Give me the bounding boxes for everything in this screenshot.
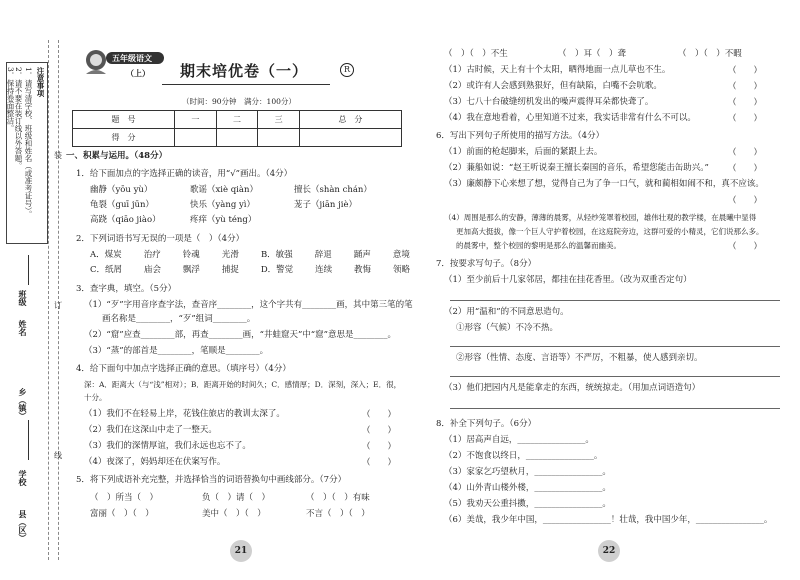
notes-item: 2．请不要在装订线以外答题。 (14, 67, 23, 170)
score-input-cell[interactable] (299, 129, 401, 147)
question-text: 1．给下面加点的字选择正确的读音，用“√”画出。（4分） (76, 169, 293, 179)
q1-option[interactable]: 歌谣（xiè qiàn） (190, 185, 258, 195)
q1-option[interactable]: 高跷（qiāo jiào） (90, 215, 161, 225)
q1-option[interactable]: 龟裂（guī jūn） (90, 200, 154, 210)
question-text: 5．将下列成语补充完整，并选择恰当的词语替换句中画线部分。（7分） (76, 475, 347, 485)
mascot-icon (76, 44, 166, 84)
answer-line[interactable] (450, 408, 780, 409)
binding-mark: 线 (54, 451, 62, 460)
option-word: B．敏强 (260, 250, 293, 260)
name-field-label: 姓名 (18, 320, 28, 336)
class-field-label: 班级 (18, 290, 28, 306)
q6-item: （4）周围是那么的安静，薄薄的晨雾，从轻纱笼罩着校园，雄伟壮观的教学楼，在晨曦中显得 (444, 213, 757, 222)
question-text: 7．按要求写句子。（8分） (436, 259, 537, 269)
option-word: 踊声 (353, 250, 371, 260)
idiom-blank[interactable]: （ ）（ ）不生 (444, 49, 508, 59)
answer-paren[interactable]: （ ） (362, 426, 397, 436)
option-word: 辞退 (314, 250, 332, 260)
q2-options-row[interactable] (90, 264, 410, 276)
table-row (73, 111, 402, 129)
q3-blank-line[interactable]: （2）“窟”应查________部，再查________画，“井蛙窟天”中“窟”意思是________。 (84, 330, 396, 340)
answer-paren[interactable]: （ ） (728, 196, 763, 206)
score-table (72, 110, 402, 147)
section-heading: 一、积累与运用。（48分） (66, 151, 168, 161)
q7-item: （3）他们把园内凡是能拿走的东西，统统掠走。（用加点词语造句） (444, 383, 701, 393)
idiom-blank[interactable]: （ ）（ ）有味 (306, 493, 370, 503)
q8-item[interactable]: （5）我劝天公重抖擞，________________。 (444, 499, 611, 509)
idiom-blank[interactable]: 美中（ ）（ ） (202, 509, 266, 519)
page-number: 21 (230, 540, 252, 562)
notes-item: 1．请写清学校、班级和姓名（或准考证号）。 (24, 67, 33, 219)
q3-blank-line[interactable]: 画名称是________，“歹”组词________。 (102, 314, 256, 324)
q7-item: （2）用“温和”的不同意思造句。 (444, 307, 569, 317)
replace-item: （4）我在意地看着，心里知道不过来，我实话非常有什么不可以。 (444, 113, 696, 123)
question-text: 4．给下面句中加点字选择正确的意思。（填序号）（4分） (76, 364, 291, 374)
idiom-blank[interactable]: 负（ ）请（ ） (202, 493, 271, 503)
definition-text: 深：A．距离大（与“浅”相对）；B．距离开始的时间久；C．感情厚；D．深刻，深入；E．很， (84, 380, 402, 389)
table-row (73, 129, 402, 147)
option-word: 意境 (392, 250, 410, 260)
notes-item: 3．保持卷面整洁。 (6, 67, 15, 132)
option-word: 飘浮 (182, 265, 200, 275)
answer-paren[interactable]: （ ） (728, 82, 763, 92)
idiom-blank[interactable]: 不言（ ）（ ） (306, 509, 370, 519)
q1-option[interactable]: 幽静（yōu yù） (90, 185, 153, 195)
question-text: 6．写出下列句子所使用的描写方法。（4分） (436, 131, 605, 141)
q1-option[interactable]: 茏子（jiān jiè） (294, 200, 357, 210)
idiom-blank[interactable]: （ ）所当（ ） (90, 493, 159, 503)
q2-options-row[interactable] (90, 249, 410, 261)
replace-item: （1）古时候，天上有十个太阳，晒得地面一点儿草也不生。 (444, 65, 671, 75)
q6-item: （2）蒹船如说：“赵王听说秦王擅长秦国的音乐，希望您能击缶助兴。” (444, 163, 709, 173)
answer-line[interactable] (450, 346, 780, 347)
title-underline (162, 84, 330, 85)
answer-paren[interactable]: （ ） (728, 66, 763, 76)
q6-item: 的晨雾中，整个校园的黎明是那么的温馨而幽美。 (456, 241, 621, 250)
table-cell: 三 (258, 111, 300, 129)
q8-item[interactable]: （1）居高声自远，________________。 (444, 435, 594, 445)
binding-line (48, 40, 49, 560)
answer-line[interactable] (450, 376, 780, 377)
score-input-cell[interactable] (175, 129, 217, 147)
school-field-label: 学校 (18, 470, 28, 486)
definition-text: 十分。 (84, 393, 107, 402)
answer-paren[interactable]: （ ） (362, 442, 397, 452)
q7-item: ②形容（性情、态度、言语等）不严厉，不粗暴，使人感到亲切。 (456, 353, 703, 363)
q4-item: （4）夜深了，妈妈却还在伏案写作。 (84, 457, 226, 467)
score-input-cell[interactable] (258, 129, 300, 147)
q6-item: （1）前面的枪起脚来，后面的紧跟上去。 (444, 147, 603, 157)
page-21 (62, 0, 422, 580)
q4-item: （3）我们的深情厚谊，我们永远也忘不了。 (84, 441, 251, 451)
score-input-cell[interactable] (216, 129, 258, 147)
replace-item: （3）七八十台破缝纫机发出的噪声震得耳朵都快聋了。 (444, 97, 654, 107)
field-underline (28, 420, 29, 460)
idiom-blank[interactable]: （ ）耳（ ）聋 (558, 49, 627, 59)
q8-item[interactable]: （6）美哉，我少年中国，________________！壮哉，我中国少年，________________。 (444, 515, 773, 525)
q4-item: （2）我们在这深山中走了一整天。 (84, 425, 217, 435)
registered-mark: R (340, 63, 354, 77)
answer-paren[interactable]: （ ） (728, 98, 763, 108)
answer-paren[interactable]: （ ） (728, 114, 763, 124)
option-word: A．煤炭 (90, 250, 122, 260)
answer-paren[interactable]: （ ） (362, 410, 397, 420)
idiom-blank[interactable]: 富丽（ ）（ ） (90, 509, 154, 519)
page-number: 22 (598, 540, 620, 562)
q6-item: 更加高大挺拔，像一个巨人守护着校园，在这庭院旁边，这群可爱的小精灵，它们说那么多。 (456, 227, 764, 236)
option-word: 连续 (315, 265, 333, 275)
binding-mark: 装 (54, 151, 62, 160)
township-field-label: 乡（镇） (18, 388, 28, 420)
replace-item: （2）或许有人会感到熟狠好，但有缺陷，白嘴不会吭歌。 (444, 81, 662, 91)
question-text: 8．补全下列句子。（6分） (436, 419, 537, 429)
answer-paren[interactable]: （ ） (362, 458, 397, 468)
option-word: 领略 (392, 265, 410, 275)
binding-mark: 订 (54, 301, 62, 310)
notes-label: 注意事项 (36, 67, 45, 97)
q3-blank-line[interactable]: （3）“蒸”的部首是________，笔顺是________。 (84, 346, 269, 356)
table-cell: 题 号 (73, 111, 175, 129)
table-cell: 二 (216, 111, 258, 129)
option-word: 庙会 (143, 265, 161, 275)
page-title: 期末培优卷（一） (180, 62, 309, 80)
notes-box (6, 62, 48, 244)
q6-item: （3）廉颇静下心来想了想，觉得自己为了争一口气，就和蔺相如闹不和，真不应该。 (444, 179, 764, 189)
q8-item[interactable]: （4）山外青山楼外楼，________________。 (444, 483, 611, 493)
question-text: 2．下列词语书写无误的一项是（ ）（4分） (76, 234, 245, 244)
q3-blank-line[interactable]: （1）“歹”字用音序查字法，查音序________，这个字共有________画，其中第三笔的笔 (84, 300, 413, 310)
q1-option[interactable]: 擅长（shàn chán） (294, 185, 372, 195)
q1-option[interactable]: 疼痒（yù téng） (190, 215, 257, 225)
question-text: 3．查字典，填空。（5分） (76, 284, 177, 294)
binding-strip (0, 0, 62, 580)
grade-badge-sub: （上） (126, 68, 150, 78)
option-word: 捕捉 (221, 265, 239, 275)
table-cell: 总 分 (299, 111, 401, 129)
county-field-label: 县（区） (18, 510, 28, 542)
q7-item: ①形容（气候）不冷不热。 (456, 323, 559, 333)
table-cell: 一 (175, 111, 217, 129)
q8-item[interactable]: （3）家家乞巧望秋月，________________。 (444, 467, 611, 477)
q4-item: （1）我们不在轻易上岸，花钱住旅店的教训太深了。 (84, 409, 285, 419)
field-underline (28, 255, 29, 285)
option-word: 铃魂 (182, 250, 200, 260)
option-word: 治疗 (143, 250, 161, 260)
answer-paren[interactable]: （ ） (728, 164, 763, 174)
q1-option[interactable]: 快乐（yàng yì） (190, 200, 256, 210)
table-cell: 得 分 (73, 129, 175, 147)
q7-item: （1）至少前后十几家邻居，都挂在挂花香里。（改为双重否定句） (444, 275, 692, 285)
grade-logo (76, 44, 166, 84)
answer-paren[interactable]: （ ） (728, 242, 763, 252)
q8-item[interactable]: （2）不饱食以终日，________________。 (444, 451, 603, 461)
answer-paren[interactable]: （ ） (728, 148, 763, 158)
idiom-blank[interactable]: （ ）（ ）不暇 (678, 49, 742, 59)
option-word: 光滑 (221, 250, 239, 260)
option-word: 教悔 (354, 265, 372, 275)
option-word: C．纸屑 (90, 265, 123, 275)
time-info: （时间：90分钟 满分：100分） (182, 97, 296, 106)
option-word: D．警觉 (260, 265, 294, 275)
page-22 (428, 0, 800, 580)
grade-badge: 五年级语文 (112, 53, 152, 63)
answer-line[interactable] (450, 300, 780, 301)
